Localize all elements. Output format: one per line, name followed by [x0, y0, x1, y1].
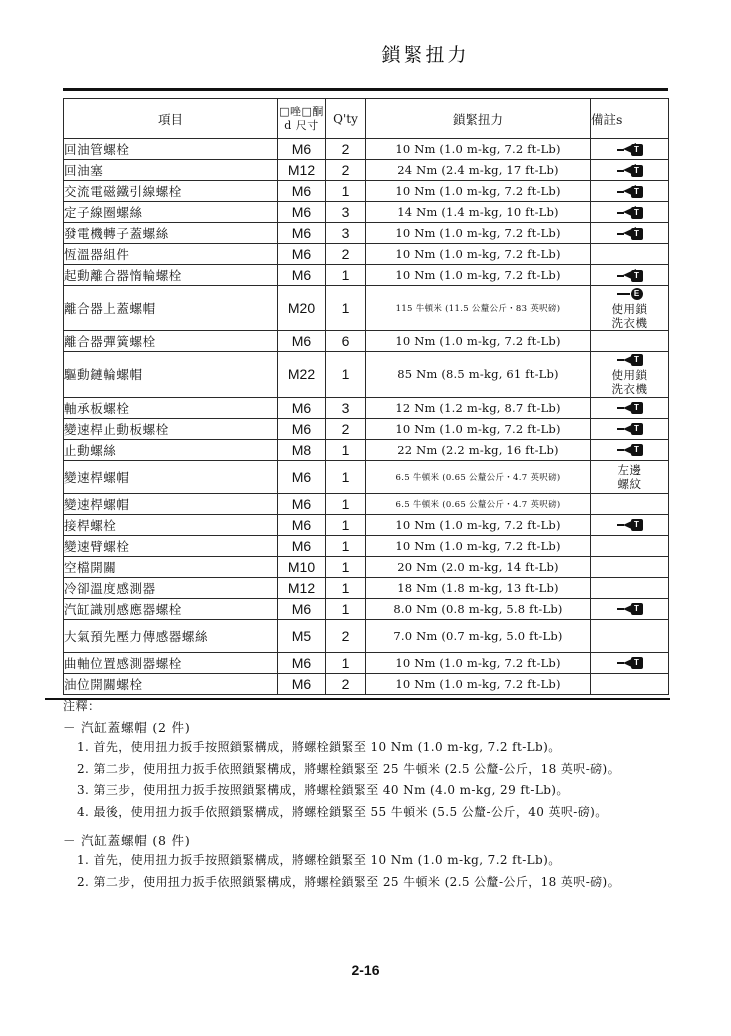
cell-thread-size: M6 [278, 181, 326, 202]
cell-torque-value: 10 Nm (1.0 m-kg, 7.2 ft-Lb) [366, 139, 591, 160]
table-row [64, 652, 669, 673]
cell-remarks [591, 439, 669, 460]
notes-groups [63, 718, 673, 892]
cell-remarks [591, 202, 669, 223]
cell-thread-size: M6 [278, 265, 326, 286]
cell-thread-size: M6 [278, 223, 326, 244]
torque-wrench-t-icon: T [617, 269, 643, 282]
torque-wrench-t-icon: T [617, 423, 643, 436]
cell-thread-size: M5 [278, 619, 326, 652]
table-row [64, 514, 669, 535]
cell-remarks [591, 514, 669, 535]
column-header-item: 項目 [64, 99, 278, 139]
table-header [64, 99, 669, 139]
cell-quantity: 1 [326, 493, 366, 514]
cell-remarks [591, 265, 669, 286]
table-row [64, 577, 669, 598]
cell-torque-value: 10 Nm (1.0 m-kg, 7.2 ft-Lb) [366, 652, 591, 673]
cell-item-name: 驅動鏈輪螺帽 [64, 352, 278, 397]
cell-item-name: 離合器彈簧螺栓 [64, 331, 278, 352]
cell-torque-value: 10 Nm (1.0 m-kg, 7.2 ft-Lb) [366, 244, 591, 265]
note-step-line: 2. 第二步，使用扭力扳手依照鎖緊構成，將螺栓鎖緊至 25 牛頓米 (2.5 公釐-公斤，18 英呎-磅)。 [77, 874, 621, 889]
cell-remarks [591, 535, 669, 556]
note-step-line: 2. 第二步，使用扭力扳手依照鎖緊構成，將螺栓鎖緊至 25 牛頓米 (2.5 公釐-公斤，18 英呎-磅)。 [77, 761, 621, 776]
notes-section [63, 697, 673, 902]
cell-item-name: 變速桿螺帽 [64, 460, 278, 493]
cell-torque-value: 24 Nm (2.4 m-kg, 17 ft-Lb) [366, 160, 591, 181]
cell-quantity: 2 [326, 160, 366, 181]
table-row [64, 286, 669, 331]
remark-text [591, 368, 668, 397]
torque-wrench-t-icon: T [617, 143, 643, 156]
torque-wrench-t-icon: T [617, 402, 643, 415]
column-header-quantity: Q'ty [326, 99, 366, 139]
table-row [64, 535, 669, 556]
column-header-thread-size [278, 99, 326, 139]
cell-quantity: 3 [326, 397, 366, 418]
cell-remarks [591, 418, 669, 439]
cell-item-name: 汽缸識別感應器螺栓 [64, 598, 278, 619]
cell-remarks [591, 160, 669, 181]
cell-torque-value: 85 Nm (8.5 m-kg, 61 ft-Lb) [366, 352, 591, 397]
remark-text-line: 螺紋 [617, 477, 642, 491]
torque-wrench-t-icon: T [617, 164, 643, 177]
table-row [64, 418, 669, 439]
table-row [64, 460, 669, 493]
cell-item-name: 曲軸位置感測器螺栓 [64, 652, 278, 673]
cell-item-name: 變速桿止動板螺栓 [64, 418, 278, 439]
cell-torque-value: 10 Nm (1.0 m-kg, 7.2 ft-Lb) [366, 673, 591, 694]
cell-thread-size: M6 [278, 202, 326, 223]
cell-quantity: 1 [326, 652, 366, 673]
cell-torque-value: 22 Nm (2.2 m-kg, 16 ft-Lb) [366, 439, 591, 460]
cell-thread-size: M6 [278, 535, 326, 556]
remark-text-line: 使用鎖 [611, 367, 648, 382]
cell-torque-value: 10 Nm (1.0 m-kg, 7.2 ft-Lb) [366, 331, 591, 352]
table-row [64, 556, 669, 577]
torque-specification-table [63, 98, 669, 695]
page-title: 鎖緊扭力 [381, 44, 470, 66]
table-row [64, 331, 669, 352]
cell-remarks [591, 652, 669, 673]
torque-wrench-t-icon: T [617, 657, 643, 670]
cell-torque-value: 6.5 牛頓米 (0.65 公釐公斤・4.7 英呎磅) [366, 460, 591, 493]
cell-torque-value: 12 Nm (1.2 m-kg, 8.7 ft-Lb) [366, 397, 591, 418]
cell-thread-size: M22 [278, 352, 326, 397]
note-step-line: 4. 最後，使用扭力扳手依照鎖緊構成，將螺栓鎖緊至 55 牛頓米 (5.5 公釐-公斤，40 英呎-磅)。 [77, 804, 608, 819]
cell-thread-size: M10 [278, 556, 326, 577]
note-step-line: 3. 第三步，使用扭力扳手按照鎖緊構成，將螺栓鎖緊至 40 Nm (4.0 m-kg, 29 ft-Lb)。 [77, 783, 569, 798]
cell-quantity: 1 [326, 352, 366, 397]
cell-quantity: 1 [326, 265, 366, 286]
table-row [64, 181, 669, 202]
table-row [64, 265, 669, 286]
note-group-title: － 汽缸蓋螺帽 (2 件) [63, 720, 191, 735]
cell-quantity: 1 [326, 577, 366, 598]
cell-quantity: 1 [326, 535, 366, 556]
cell-item-name: 接桿螺栓 [64, 514, 278, 535]
cell-remarks [591, 181, 669, 202]
cell-item-name: 冷卻溫度感測器 [64, 577, 278, 598]
cell-thread-size: M12 [278, 160, 326, 181]
cell-remarks [591, 577, 669, 598]
cell-item-name: 變速桿螺帽 [64, 493, 278, 514]
column-header-remarks: 備註s [591, 99, 669, 139]
cell-remarks [591, 673, 669, 694]
cell-thread-size: M6 [278, 397, 326, 418]
cell-item-name: 油位開關螺栓 [64, 673, 278, 694]
torque-wrench-t-icon: T [617, 185, 643, 198]
cell-thread-size: M20 [278, 286, 326, 331]
note-step-line: 1. 首先，使用扭力扳手按照鎖緊構成，將螺栓鎖緊至 10 Nm (1.0 m-kg, 7.2 ft-Lb)。 [77, 853, 561, 868]
table-row [64, 673, 669, 694]
cell-remarks [591, 619, 669, 652]
cell-remarks [591, 352, 669, 397]
cell-item-name: 變速臂螺栓 [64, 535, 278, 556]
cell-quantity: 2 [326, 418, 366, 439]
cell-torque-value: 18 Nm (1.8 m-kg, 13 ft-Lb) [366, 577, 591, 598]
cell-item-name: 大氣預先壓力傳感器螺絲 [64, 619, 278, 652]
cell-remarks [591, 223, 669, 244]
table-row [64, 439, 669, 460]
column-header-thread-size-line2: d 尺寸 [284, 118, 319, 132]
table-row [64, 352, 669, 397]
cell-torque-value: 10 Nm (1.0 m-kg, 7.2 ft-Lb) [366, 223, 591, 244]
remark-text-line: 左邊 [617, 462, 642, 477]
cell-thread-size: M8 [278, 439, 326, 460]
remark-text-line: 洗衣機 [611, 315, 648, 330]
cell-thread-size: M6 [278, 514, 326, 535]
cell-torque-value: 6.5 牛頓米 (0.65 公釐公斤・4.7 英呎磅) [366, 493, 591, 514]
remark-text-line: 使用鎖 [611, 301, 648, 316]
cell-torque-value: 10 Nm (1.0 m-kg, 7.2 ft-Lb) [366, 418, 591, 439]
torque-wrench-t-icon: T [617, 206, 643, 219]
lock-e-icon: E [617, 288, 643, 301]
cell-remarks [591, 331, 669, 352]
cell-remarks [591, 139, 669, 160]
notes-heading: 注釋： [63, 699, 101, 713]
table-row [64, 619, 669, 652]
column-header-torque: 鎖緊扭力 [366, 99, 591, 139]
cell-torque-value: 10 Nm (1.0 m-kg, 7.2 ft-Lb) [366, 181, 591, 202]
cell-torque-value: 10 Nm (1.0 m-kg, 7.2 ft-Lb) [366, 535, 591, 556]
torque-wrench-t-icon: T [617, 519, 643, 532]
table-row [64, 493, 669, 514]
cell-torque-value: 8.0 Nm (0.8 m-kg, 5.8 ft-Lb) [366, 598, 591, 619]
page-title-container [0, 40, 731, 67]
cell-quantity: 1 [326, 556, 366, 577]
note-step-line: 1. 首先，使用扭力扳手按照鎖緊構成，將螺栓鎖緊至 10 Nm (1.0 m-kg, 7.2 ft-Lb)。 [77, 740, 561, 754]
cell-quantity: 2 [326, 139, 366, 160]
cell-item-name: 空檔開關 [64, 556, 278, 577]
table-header-row [64, 99, 669, 139]
table-row [64, 244, 669, 265]
table-row [64, 223, 669, 244]
cell-torque-value: 10 Nm (1.0 m-kg, 7.2 ft-Lb) [366, 514, 591, 535]
torque-wrench-t-icon: T [617, 227, 643, 240]
title-divider-rule [63, 88, 668, 91]
torque-wrench-t-icon: T [617, 444, 643, 457]
cell-item-name: 回油塞 [64, 160, 278, 181]
cell-thread-size: M12 [278, 577, 326, 598]
cell-quantity: 1 [326, 598, 366, 619]
table-row [64, 139, 669, 160]
cell-torque-value: 7.0 Nm (0.7 m-kg, 5.0 ft-Lb) [366, 619, 591, 652]
cell-quantity: 3 [326, 202, 366, 223]
cell-torque-value: 14 Nm (1.4 m-kg, 10 ft-Lb) [366, 202, 591, 223]
remark-text-line: 洗衣機 [611, 382, 648, 397]
cell-thread-size: M6 [278, 673, 326, 694]
cell-quantity: 1 [326, 439, 366, 460]
cell-remarks [591, 244, 669, 265]
table-row [64, 202, 669, 223]
cell-thread-size: M6 [278, 460, 326, 493]
cell-item-name: 定子線圈螺絲 [64, 202, 278, 223]
cell-thread-size: M6 [278, 244, 326, 265]
cell-remarks [591, 493, 669, 514]
cell-item-name: 止動螺絲 [64, 439, 278, 460]
cell-quantity: 6 [326, 331, 366, 352]
cell-quantity: 2 [326, 244, 366, 265]
cell-remarks [591, 397, 669, 418]
cell-quantity: 2 [326, 619, 366, 652]
cell-thread-size: M6 [278, 652, 326, 673]
cell-item-name: 回油管螺栓 [64, 139, 278, 160]
remark-text [591, 463, 668, 492]
table-body [64, 139, 669, 695]
table-row [64, 598, 669, 619]
table-row [64, 397, 669, 418]
column-header-thread-size-line1: □唑□酮 [279, 104, 324, 118]
cell-remarks [591, 598, 669, 619]
cell-remarks [591, 460, 669, 493]
cell-quantity: 3 [326, 223, 366, 244]
cell-thread-size: M6 [278, 598, 326, 619]
cell-item-name: 交流電磁鐵引線螺栓 [64, 181, 278, 202]
cell-item-name: 起動離合器惰輪螺栓 [64, 265, 278, 286]
cell-thread-size: M6 [278, 139, 326, 160]
cell-item-name: 離合器上蓋螺帽 [64, 286, 278, 331]
table-row [64, 160, 669, 181]
cell-quantity: 1 [326, 460, 366, 493]
torque-wrench-t-icon: T [617, 603, 643, 616]
cell-torque-value: 10 Nm (1.0 m-kg, 7.2 ft-Lb) [366, 265, 591, 286]
cell-thread-size: M6 [278, 331, 326, 352]
cell-remarks [591, 556, 669, 577]
cell-quantity: 2 [326, 673, 366, 694]
cell-quantity: 1 [326, 286, 366, 331]
cell-quantity: 1 [326, 181, 366, 202]
torque-wrench-t-icon: T [617, 354, 643, 367]
note-group-title: － 汽缸蓋螺帽 (8 件) [63, 833, 191, 849]
cell-item-name: 恆溫器組件 [64, 244, 278, 265]
cell-torque-value: 115 牛頓米 (11.5 公釐公斤・83 英呎磅) [366, 286, 591, 331]
cell-quantity: 1 [326, 514, 366, 535]
remark-text [591, 302, 668, 331]
cell-remarks [591, 286, 669, 331]
cell-thread-size: M6 [278, 418, 326, 439]
cell-thread-size: M6 [278, 493, 326, 514]
cell-item-name: 發電機轉子蓋螺絲 [64, 223, 278, 244]
cell-torque-value: 20 Nm (2.0 m-kg, 14 ft-Lb) [366, 556, 591, 577]
page-number: 2-16 [351, 962, 380, 978]
cell-item-name: 軸承板螺栓 [64, 397, 278, 418]
